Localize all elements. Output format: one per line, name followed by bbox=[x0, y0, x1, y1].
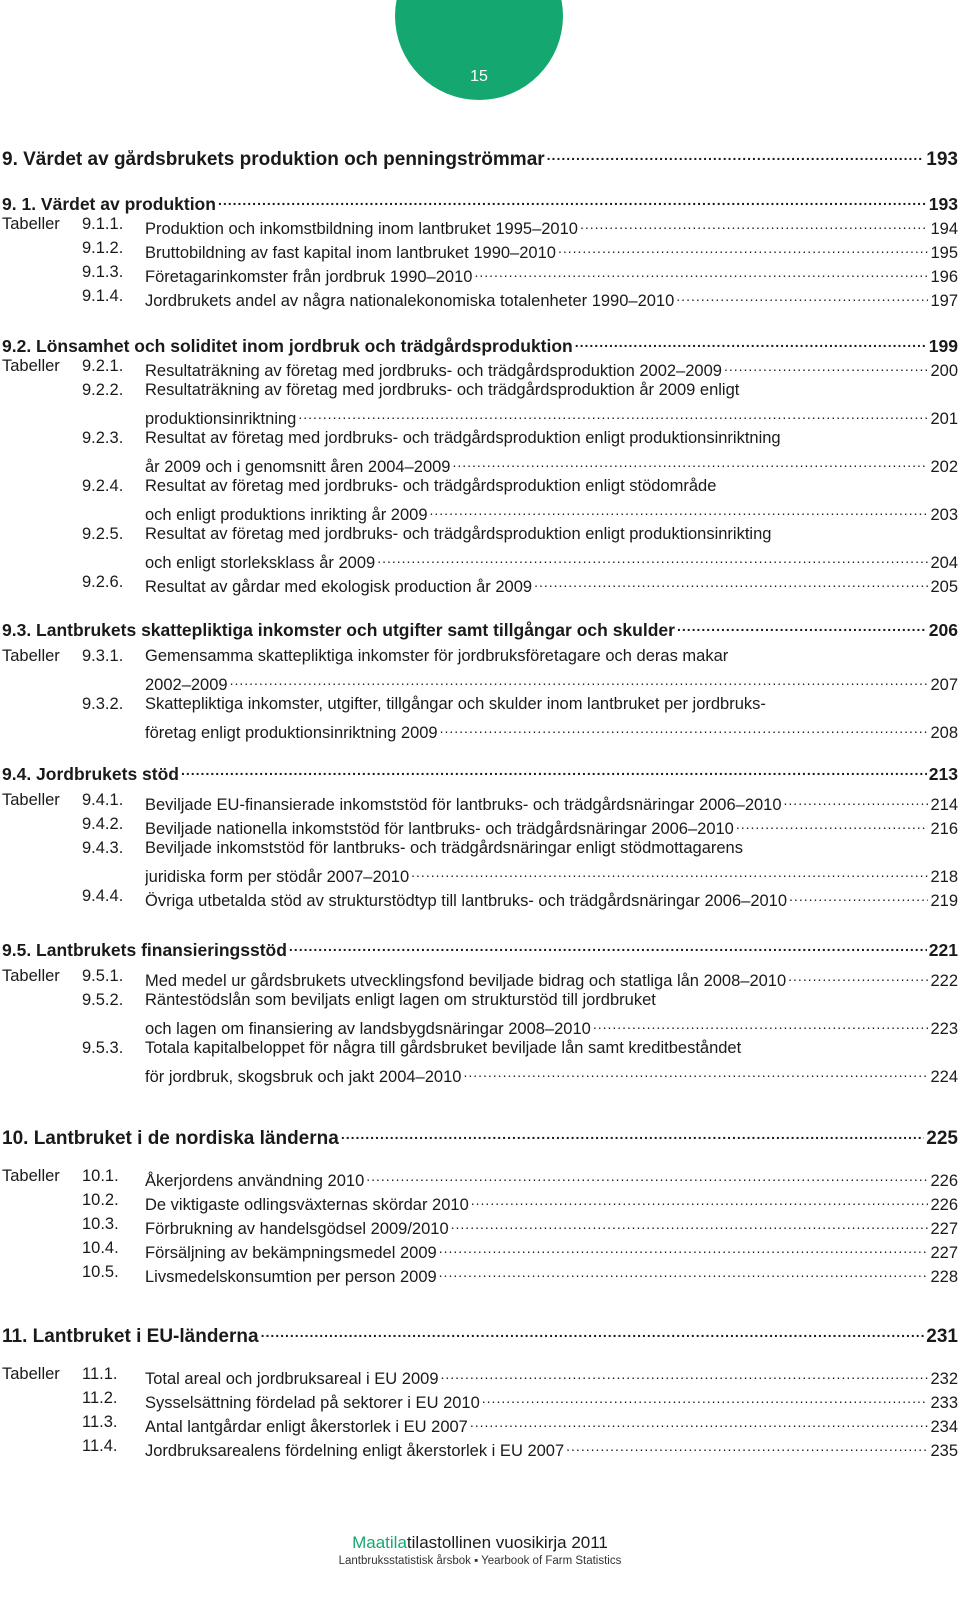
toc-section-92[interactable] bbox=[0, 332, 958, 356]
dot-leader bbox=[230, 670, 929, 690]
page-number: 15 bbox=[470, 68, 488, 85]
table-page: 233 bbox=[930, 1394, 958, 1412]
section-page: 199 bbox=[928, 336, 958, 356]
toc-section-91[interactable] bbox=[0, 190, 958, 214]
table-title: Försäljning av bekämpningsmedel 2009 bbox=[145, 1244, 437, 1262]
table-title-continued: och enligt storleksklass år 2009 bbox=[145, 554, 376, 572]
dot-leader bbox=[474, 262, 928, 282]
section-page: 231 bbox=[926, 1326, 958, 1347]
table-entry[interactable] bbox=[145, 572, 958, 597]
dot-leader bbox=[784, 790, 929, 810]
table-title: Antal lantgårdar enligt åkerstorlek i EU 2007 bbox=[145, 1418, 468, 1436]
section-title: 9.5. Lantbrukets finansieringsstöd bbox=[2, 940, 287, 960]
table-page: 226 bbox=[930, 1196, 958, 1214]
dot-leader bbox=[677, 616, 927, 636]
table-entry-continued[interactable] bbox=[145, 452, 958, 477]
table-page: 208 bbox=[930, 724, 958, 742]
dot-leader bbox=[181, 760, 927, 780]
section-page: 225 bbox=[926, 1128, 958, 1149]
table-number: 9.1.4. bbox=[82, 287, 124, 305]
table-number: 11.2. bbox=[82, 1389, 118, 1407]
table-page: 223 bbox=[930, 1020, 958, 1038]
section-title: 9.3. Lantbrukets skattepliktiga inkomster och utgifter samt tillgångar och skulder bbox=[2, 620, 675, 640]
tables-label: Tabeller bbox=[2, 967, 60, 985]
table-title: Åkerjordens användning 2010 bbox=[145, 1172, 365, 1190]
footer-subtitle: Lantbruksstatistisk årsbok ▪ Yearbook of Farm Statistics bbox=[338, 1555, 622, 1567]
table-title: Resultaträkning av företag med jordbruks- och trädgårdsproduktion 2002–2009 bbox=[145, 362, 722, 380]
table-page: 228 bbox=[930, 1268, 958, 1286]
table-page: 201 bbox=[930, 410, 958, 428]
dot-leader bbox=[289, 936, 927, 956]
table-number: 9.5.1. bbox=[82, 967, 124, 985]
section-title: 9. Värdet av gårdsbrukets produktion och penningströmmar bbox=[2, 150, 545, 170]
table-page: 203 bbox=[930, 506, 958, 524]
table-page: 219 bbox=[930, 892, 958, 910]
table-number: 9.2.5. bbox=[82, 525, 124, 543]
table-number: 10.2. bbox=[82, 1191, 119, 1209]
table-title: Beviljade nationella inkomststöd för lantbruks- och trädgårdsnäringar 2006–2010 bbox=[145, 820, 734, 838]
table-title[interactable]: Resultat av företag med jordbruks- och trädgårdsproduktion enligt produktionsinrikting bbox=[145, 525, 772, 543]
table-number: 9.4.2. bbox=[82, 815, 124, 833]
table-title: Beviljade EU-finansierade inkomststöd för lantbruks- och trädgårdsnäringar 2006–2010 bbox=[145, 796, 782, 814]
table-title: Jordbruksarealens fördelning enligt åkerstorlek i EU 2007 bbox=[145, 1442, 565, 1460]
table-page: 214 bbox=[930, 796, 958, 814]
section-title: 11. Lantbruket i EU-länderna bbox=[2, 1327, 259, 1347]
table-entry[interactable] bbox=[145, 790, 958, 815]
table-number: 9.5.3. bbox=[82, 1039, 124, 1057]
table-entry[interactable] bbox=[145, 1166, 958, 1191]
table-number: 9.4.1. bbox=[82, 791, 124, 809]
table-entry[interactable] bbox=[145, 1262, 958, 1287]
tables-label: Tabeller bbox=[2, 791, 60, 809]
toc-section-10[interactable] bbox=[0, 1124, 958, 1149]
section-title: 9.2. Lönsamhet och soliditet inom jordbruk och trädgårdsproduktion bbox=[2, 336, 573, 356]
table-title-continued: produktionsinriktning bbox=[145, 410, 297, 428]
table-title-continued: och lagen om finansiering av landsbygdsnäringar 2008–2010 bbox=[145, 1020, 591, 1038]
dot-leader bbox=[580, 214, 929, 234]
section-page: 221 bbox=[928, 940, 958, 960]
section-title: 10. Lantbruket i de nordiska länderna bbox=[2, 1129, 339, 1149]
table-title[interactable]: Gemensamma skattepliktiga inkomster för jordbruksföretagare och deras makar bbox=[145, 647, 729, 665]
table-page: 216 bbox=[930, 820, 958, 838]
table-entry[interactable] bbox=[145, 1238, 958, 1263]
table-number: 10.4. bbox=[82, 1239, 119, 1257]
table-title-continued: företag enligt produktionsinriktning 2009 bbox=[145, 724, 438, 742]
table-title-continued: juridiska form per stödår 2007–2010 bbox=[145, 868, 410, 886]
section-title: 9. 1. Värdet av produktion bbox=[2, 194, 216, 214]
dot-leader bbox=[534, 572, 928, 592]
dot-leader bbox=[366, 1166, 928, 1186]
toc-section-93[interactable] bbox=[0, 616, 958, 640]
table-entry[interactable] bbox=[145, 814, 958, 839]
dot-leader bbox=[470, 1412, 929, 1432]
table-title[interactable]: Resultaträkning av företag med jordbruks- och trädgårdsproduktion år 2009 enligt bbox=[145, 381, 740, 399]
table-number: 9.1.1. bbox=[82, 215, 124, 233]
table-page: 194 bbox=[930, 220, 958, 238]
table-page: 197 bbox=[930, 292, 958, 310]
dot-leader bbox=[218, 190, 927, 210]
dot-leader bbox=[261, 1322, 925, 1342]
table-entry-continued[interactable] bbox=[145, 718, 958, 743]
table-title: Livsmedelskonsumtion per person 2009 bbox=[145, 1268, 437, 1286]
dot-leader bbox=[430, 500, 929, 520]
table-title: Övriga utbetalda stöd av strukturstödtyp till lantbruks- och trädgårdsnäringar 2006–2010 bbox=[145, 892, 788, 910]
table-page: 196 bbox=[930, 268, 958, 286]
table-entry[interactable] bbox=[145, 1436, 958, 1461]
table-number: 9.5.2. bbox=[82, 991, 124, 1009]
table-entry-continued[interactable] bbox=[145, 404, 958, 429]
table-page: 224 bbox=[930, 1068, 958, 1086]
table-entry-continued[interactable] bbox=[145, 862, 958, 887]
table-page: 202 bbox=[930, 458, 958, 476]
toc-section-95[interactable] bbox=[0, 936, 958, 960]
dot-leader bbox=[463, 1062, 928, 1082]
footer-brand-green: Maatila bbox=[352, 1533, 407, 1552]
footer-brand-rest: tilastollinen vuosikirja 2011 bbox=[406, 1533, 608, 1552]
section-page: 213 bbox=[928, 764, 958, 784]
table-entry[interactable] bbox=[145, 356, 958, 381]
dot-leader bbox=[575, 332, 927, 352]
dot-leader bbox=[452, 452, 928, 472]
table-page: 235 bbox=[930, 1442, 958, 1460]
table-title: Företagarinkomster från jordbruk 1990–2010 bbox=[145, 268, 473, 286]
table-number: 9.3.2. bbox=[82, 695, 124, 713]
tables-label: Tabeller bbox=[2, 1167, 60, 1185]
section-page: 206 bbox=[928, 620, 958, 640]
table-title-continued: 2002–2009 bbox=[145, 676, 228, 694]
dot-leader bbox=[736, 814, 929, 834]
table-title[interactable]: Räntestödslån som beviljats enligt lagen om strukturstöd till jordbruket bbox=[145, 991, 656, 1009]
table-number: 9.2.4. bbox=[82, 477, 124, 495]
toc-section-94[interactable] bbox=[0, 760, 958, 784]
table-number: 9.2.3. bbox=[82, 429, 124, 447]
tables-label: Tabeller bbox=[2, 357, 60, 375]
table-number: 11.3. bbox=[82, 1413, 118, 1431]
table-number: 9.1.2. bbox=[82, 239, 124, 257]
table-entry[interactable] bbox=[145, 1364, 958, 1389]
table-entry-continued[interactable] bbox=[145, 548, 958, 573]
table-entry-continued[interactable] bbox=[145, 1062, 958, 1087]
table-title: Sysselsättning fördelad på sektorer i EU 2010 bbox=[145, 1394, 480, 1412]
section-title: 9.4. Jordbrukets stöd bbox=[2, 764, 179, 784]
dot-leader bbox=[471, 1190, 929, 1210]
table-title: Resultat av gårdar med ekologisk production år 2009 bbox=[145, 578, 533, 596]
dot-leader bbox=[439, 1262, 929, 1282]
table-number: 11.1. bbox=[82, 1365, 118, 1383]
table-page: 226 bbox=[930, 1172, 958, 1190]
table-title: Jordbrukets andel av några nationalekonomiska totalenheter 1990–2010 bbox=[145, 292, 675, 310]
dot-leader bbox=[377, 548, 928, 568]
table-number: 9.2.1. bbox=[82, 357, 124, 375]
dot-leader bbox=[439, 1238, 929, 1258]
table-page: 222 bbox=[930, 972, 958, 990]
dot-leader bbox=[558, 238, 929, 258]
table-number: 9.2.2. bbox=[82, 381, 124, 399]
table-title-continued: och enligt produktions inrikting år 2009 bbox=[145, 506, 428, 524]
table-entry[interactable] bbox=[145, 214, 958, 239]
dot-leader bbox=[566, 1436, 928, 1456]
table-title: Bruttobildning av fast kapital inom lantbruket 1990–2010 bbox=[145, 244, 556, 262]
table-title-continued: för jordbruk, skogsbruk och jakt 2004–2010 bbox=[145, 1068, 462, 1086]
table-entry-continued[interactable] bbox=[145, 1014, 958, 1039]
table-number: 10.1. bbox=[82, 1167, 119, 1185]
table-title[interactable]: Resultat av företag med jordbruks- och trädgårdsproduktion enligt stödområde bbox=[145, 477, 717, 495]
table-title: Total areal och jordbruksareal i EU 2009 bbox=[145, 1370, 439, 1388]
table-entry[interactable] bbox=[145, 238, 958, 263]
table-entry[interactable] bbox=[145, 1412, 958, 1437]
table-title: De viktigaste odlingsväxternas skördar 2010 bbox=[145, 1196, 469, 1214]
table-page: 234 bbox=[930, 1418, 958, 1436]
table-entry[interactable] bbox=[145, 1214, 958, 1239]
table-number: 11.4. bbox=[82, 1437, 118, 1455]
table-entry[interactable] bbox=[145, 886, 958, 911]
dot-leader bbox=[676, 286, 928, 306]
dot-leader bbox=[788, 966, 928, 986]
table-entry-continued[interactable] bbox=[145, 670, 958, 695]
table-page: 207 bbox=[930, 676, 958, 694]
table-number: 9.1.3. bbox=[82, 263, 124, 281]
dot-leader bbox=[411, 862, 928, 882]
table-number: 9.4.4. bbox=[82, 887, 124, 905]
table-entry-continued[interactable] bbox=[145, 500, 958, 525]
table-title-continued: år 2009 och i genomsnitt åren 2004–2009 bbox=[145, 458, 451, 476]
table-entry[interactable] bbox=[145, 966, 958, 991]
table-page: 204 bbox=[930, 554, 958, 572]
tables-label: Tabeller bbox=[2, 1365, 60, 1383]
table-title: Med medel ur gårdsbrukets utvecklingsfond beviljade bidrag och statliga lån 2008–2010 bbox=[145, 972, 787, 990]
table-page: 218 bbox=[930, 868, 958, 886]
table-entry[interactable] bbox=[145, 1190, 958, 1215]
tables-label: Tabeller bbox=[2, 647, 60, 665]
table-page: 205 bbox=[930, 578, 958, 596]
dot-leader bbox=[593, 1014, 929, 1034]
table-title[interactable]: Resultat av företag med jordbruks- och trädgårdsproduktion enligt produktionsinriktning bbox=[145, 429, 781, 447]
table-number: 9.4.3. bbox=[82, 839, 124, 857]
dot-leader bbox=[789, 886, 928, 906]
table-entry[interactable] bbox=[145, 1388, 958, 1413]
table-page: 195 bbox=[930, 244, 958, 262]
table-page: 200 bbox=[930, 362, 958, 380]
table-title[interactable]: Skattepliktiga inkomster, utgifter, tillgångar och skulder inom lantbruket per jordbruks- bbox=[145, 695, 766, 713]
section-page: 193 bbox=[928, 194, 958, 214]
toc-section-9[interactable] bbox=[0, 145, 958, 170]
dot-leader bbox=[341, 1124, 924, 1144]
dot-leader bbox=[440, 718, 929, 738]
section-page: 193 bbox=[926, 149, 958, 170]
table-title[interactable]: Beviljade inkomststöd för lantbruks- och trädgårdsnäringar enligt stödmottagarens bbox=[145, 839, 743, 857]
dot-leader bbox=[482, 1388, 929, 1408]
table-title[interactable]: Totala kapitalbeloppet för några till gårdsbruket beviljade lån samt kreditbeståndet bbox=[145, 1039, 742, 1057]
table-entry[interactable] bbox=[145, 262, 958, 287]
footer-brand bbox=[0, 1533, 960, 1553]
table-title: Förbrukning av handelsgödsel 2009/2010 bbox=[145, 1220, 449, 1238]
table-title: Produktion och inkomstbildning inom lantbruket 1995–2010 bbox=[145, 220, 578, 238]
table-page: 232 bbox=[930, 1370, 958, 1388]
table-number: 9.2.6. bbox=[82, 573, 124, 591]
tables-label: Tabeller bbox=[2, 215, 60, 233]
dot-leader bbox=[451, 1214, 929, 1234]
table-page: 227 bbox=[930, 1220, 958, 1238]
dot-leader bbox=[724, 356, 929, 376]
table-entry[interactable] bbox=[145, 286, 958, 311]
table-number: 10.3. bbox=[82, 1215, 119, 1233]
dot-leader bbox=[441, 1364, 929, 1384]
toc-section-11[interactable] bbox=[0, 1322, 958, 1347]
table-number: 10.5. bbox=[82, 1263, 119, 1281]
page-number-badge bbox=[395, 0, 563, 100]
dot-leader bbox=[298, 404, 928, 424]
dot-leader bbox=[547, 145, 925, 165]
table-number: 9.3.1. bbox=[82, 647, 124, 665]
table-page: 227 bbox=[930, 1244, 958, 1262]
